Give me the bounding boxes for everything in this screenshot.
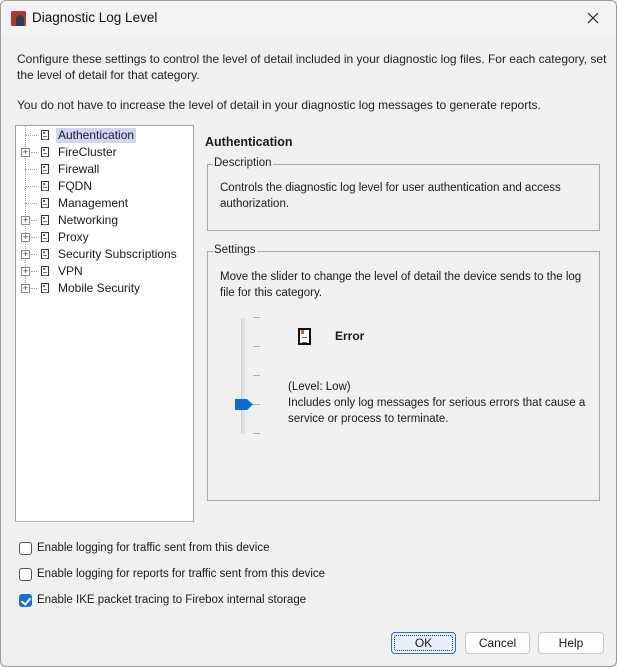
option-traffic-logging[interactable] (19, 539, 269, 557)
tree-connector (31, 254, 37, 255)
tree-item-management[interactable] (16, 195, 193, 212)
tree-item-networking[interactable] (16, 212, 193, 229)
tree-item-label: Management (58, 196, 129, 210)
log-category-icon (41, 181, 49, 191)
expand-icon[interactable]: + (22, 283, 29, 293)
tree-item-vpn[interactable] (16, 263, 193, 280)
slider-track[interactable] (241, 318, 245, 434)
checkbox-reports-logging[interactable] (19, 568, 32, 581)
close-icon (587, 12, 599, 24)
log-category-icon (41, 130, 49, 140)
tree-item-firecluster[interactable] (16, 144, 193, 161)
category-title: Authentication (205, 135, 293, 149)
log-category-icon (41, 198, 49, 208)
option-label: Enable IKE packet tracing to Firebox internal storage (37, 594, 307, 606)
tree-item-firewall[interactable] (16, 161, 193, 178)
checkbox-ike-packet-tracing[interactable] (19, 594, 32, 607)
intro-text: Configure these settings to control the level of detail included in your diagnostic log files. For each category, set the level of detail for that category. (17, 52, 607, 82)
tree-item-label: Networking (58, 213, 119, 227)
description-group-label: Description (214, 157, 272, 169)
tree-item-label: VPN (58, 264, 83, 278)
level-tag: (Level: Low) (288, 381, 351, 393)
option-label: Enable logging for reports for traffic sent from this device (37, 568, 326, 580)
settings-instructions: Move the slider to change the level of detail the device sends to the log file for this category. (220, 271, 582, 299)
close-button[interactable] (570, 1, 616, 35)
log-category-icon (41, 283, 49, 293)
expand-icon[interactable]: + (22, 215, 29, 225)
level-detail (288, 379, 593, 427)
settings-group-label: Settings (214, 244, 256, 256)
tree-connector (25, 169, 37, 170)
error-level-icon (298, 328, 311, 345)
level-name: Error (335, 329, 365, 343)
title-bar (1, 1, 616, 35)
tree-connector (31, 271, 37, 272)
expand-icon[interactable]: + (22, 266, 29, 276)
ok-button[interactable]: OK (391, 632, 456, 654)
tree-connector (31, 220, 37, 221)
option-label: Enable logging for traffic sent from this device (37, 542, 270, 554)
window-title: Diagnostic Log Level (32, 10, 158, 25)
tree-item-label: Proxy (58, 230, 89, 244)
log-category-icon (41, 147, 49, 157)
tree-item-security-subscriptions[interactable] (16, 246, 193, 263)
tree-connector (25, 135, 37, 136)
intro-note: You do not have to increase the level of detail in your diagnostic log messages to generate reports. (17, 98, 541, 112)
expand-icon[interactable]: + (22, 249, 29, 259)
expand-icon[interactable]: + (22, 147, 29, 157)
log-category-icon (41, 164, 49, 174)
slider-thumb[interactable] (235, 399, 253, 410)
level-description: Includes only log messages for serious errors that cause a service or process to terminate. (288, 397, 586, 425)
help-button[interactable]: Help (538, 632, 604, 654)
tree-item-fqdn[interactable] (16, 178, 193, 195)
tree-connector (31, 288, 37, 289)
option-reports-logging[interactable] (19, 565, 325, 583)
slider-tick (253, 433, 260, 434)
tree-item-label: Firewall (58, 162, 100, 176)
tree-item-label: Security Subscriptions (58, 247, 177, 261)
category-tree[interactable] (15, 125, 194, 522)
tree-item-label: Authentication (58, 128, 135, 142)
tree-item-authentication[interactable] (16, 127, 193, 144)
tree-connector (31, 152, 37, 153)
log-level-slider[interactable] (227, 314, 267, 439)
slider-tick (253, 317, 260, 318)
slider-tick (253, 404, 260, 405)
tree-connector (31, 237, 37, 238)
expand-icon[interactable]: + (22, 232, 29, 242)
tree-item-label: FQDN (58, 179, 92, 193)
tree-item-label: Mobile Security (58, 281, 141, 295)
description-text: Controls the diagnostic log level for user authentication and access authorization. (220, 182, 561, 210)
slider-tick (253, 375, 260, 376)
log-category-icon (41, 215, 49, 225)
tree-connector (25, 203, 37, 204)
cancel-button[interactable]: Cancel (465, 632, 530, 654)
log-category-icon (41, 232, 49, 242)
option-ike-packet-tracing[interactable] (19, 591, 306, 609)
slider-tick (253, 346, 260, 347)
log-category-icon (41, 266, 49, 276)
description-group (207, 157, 600, 231)
tree-item-mobile-security[interactable] (16, 280, 193, 297)
app-icon (11, 11, 26, 26)
tree-item-proxy[interactable] (16, 229, 193, 246)
checkbox-traffic-logging[interactable] (19, 542, 32, 555)
tree-connector (25, 186, 37, 187)
log-category-icon (41, 249, 49, 259)
tree-item-label: FireCluster (58, 145, 117, 159)
